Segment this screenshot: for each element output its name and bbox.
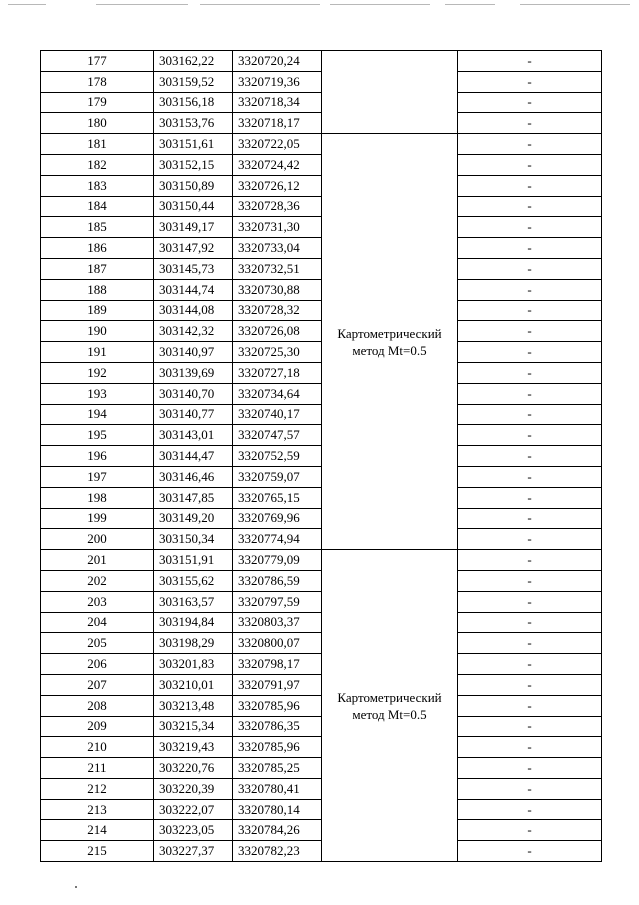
accuracy-dash-cell: -: [458, 841, 602, 862]
x-coordinate-cell: 303152,15: [154, 154, 233, 175]
method-line-2: метод Mt=0.5: [352, 342, 427, 358]
x-coordinate-cell: 303213,48: [154, 695, 233, 716]
table-row: [41, 238, 602, 259]
y-coordinate-cell: 3320779,09: [233, 550, 322, 571]
y-coordinate-cell: 3320740,17: [233, 404, 322, 425]
x-coordinate-cell: 303163,57: [154, 591, 233, 612]
accuracy-dash-cell: -: [458, 466, 602, 487]
table-row: [41, 570, 602, 591]
y-coordinate-cell: 3320765,15: [233, 487, 322, 508]
table-row: [41, 674, 602, 695]
point-number-cell: 200: [41, 529, 154, 550]
accuracy-dash-cell: -: [458, 529, 602, 550]
point-number-cell: 177: [41, 51, 154, 72]
accuracy-dash-cell: -: [458, 362, 602, 383]
y-coordinate-cell: 3320780,41: [233, 778, 322, 799]
table-row: [41, 778, 602, 799]
y-coordinate-cell: 3320784,26: [233, 820, 322, 841]
method-line-2: метод Mt=0.5: [352, 706, 427, 722]
x-coordinate-cell: 303227,37: [154, 841, 233, 862]
table-row: [41, 196, 602, 217]
point-number-cell: 186: [41, 238, 154, 259]
point-number-cell: 183: [41, 175, 154, 196]
point-number-cell: 211: [41, 758, 154, 779]
x-coordinate-cell: 303147,85: [154, 487, 233, 508]
table-row: [41, 841, 602, 862]
point-number-cell: 207: [41, 674, 154, 695]
x-coordinate-cell: 303149,17: [154, 217, 233, 238]
table-row: [41, 425, 602, 446]
x-coordinate-cell: 303220,39: [154, 778, 233, 799]
x-coordinate-cell: 303220,76: [154, 758, 233, 779]
point-number-cell: 203: [41, 591, 154, 612]
point-number-cell: 213: [41, 799, 154, 820]
y-coordinate-cell: 3320734,64: [233, 383, 322, 404]
y-coordinate-cell: 3320733,04: [233, 238, 322, 259]
x-coordinate-cell: 303153,76: [154, 113, 233, 134]
x-coordinate-cell: 303222,07: [154, 799, 233, 820]
point-number-cell: 194: [41, 404, 154, 425]
x-coordinate-cell: 303144,47: [154, 446, 233, 467]
accuracy-dash-cell: -: [458, 570, 602, 591]
method-cell: [322, 134, 458, 550]
y-coordinate-cell: 3320785,96: [233, 695, 322, 716]
y-coordinate-cell: 3320774,94: [233, 529, 322, 550]
table-row: [41, 758, 602, 779]
x-coordinate-cell: 303210,01: [154, 674, 233, 695]
accuracy-dash-cell: -: [458, 238, 602, 259]
y-coordinate-cell: 3320727,18: [233, 362, 322, 383]
y-coordinate-cell: 3320800,07: [233, 633, 322, 654]
accuracy-dash-cell: -: [458, 92, 602, 113]
table-row: [41, 508, 602, 529]
table-row: [41, 737, 602, 758]
accuracy-dash-cell: -: [458, 51, 602, 72]
table-row: [41, 217, 602, 238]
table-row: [41, 466, 602, 487]
table-row: [41, 51, 602, 72]
x-coordinate-cell: 303215,34: [154, 716, 233, 737]
point-number-cell: 184: [41, 196, 154, 217]
y-coordinate-cell: 3320803,37: [233, 612, 322, 633]
accuracy-dash-cell: -: [458, 758, 602, 779]
accuracy-dash-cell: -: [458, 279, 602, 300]
accuracy-dash-cell: -: [458, 654, 602, 675]
x-coordinate-cell: 303139,69: [154, 362, 233, 383]
x-coordinate-cell: 303147,92: [154, 238, 233, 259]
point-number-cell: 189: [41, 300, 154, 321]
table-body: [41, 51, 602, 862]
accuracy-dash-cell: -: [458, 383, 602, 404]
y-coordinate-cell: 3320718,34: [233, 92, 322, 113]
x-coordinate-cell: 303223,05: [154, 820, 233, 841]
table-row: [41, 258, 602, 279]
y-coordinate-cell: 3320791,97: [233, 674, 322, 695]
accuracy-dash-cell: -: [458, 487, 602, 508]
point-number-cell: 197: [41, 466, 154, 487]
x-coordinate-cell: 303151,61: [154, 134, 233, 155]
table-row: [41, 633, 602, 654]
method-cell: [322, 550, 458, 862]
table-row: [41, 487, 602, 508]
point-number-cell: 179: [41, 92, 154, 113]
y-coordinate-cell: 3320797,59: [233, 591, 322, 612]
x-coordinate-cell: 303159,52: [154, 71, 233, 92]
point-number-cell: 204: [41, 612, 154, 633]
accuracy-dash-cell: -: [458, 196, 602, 217]
x-coordinate-cell: 303162,22: [154, 51, 233, 72]
accuracy-dash-cell: -: [458, 737, 602, 758]
x-coordinate-cell: 303198,29: [154, 633, 233, 654]
point-number-cell: 209: [41, 716, 154, 737]
point-number-cell: 198: [41, 487, 154, 508]
point-number-cell: 206: [41, 654, 154, 675]
accuracy-dash-cell: -: [458, 716, 602, 737]
table-row: [41, 404, 602, 425]
x-coordinate-cell: 303142,32: [154, 321, 233, 342]
accuracy-dash-cell: -: [458, 321, 602, 342]
accuracy-dash-cell: -: [458, 674, 602, 695]
y-coordinate-cell: 3320785,96: [233, 737, 322, 758]
method-line-1: Картометрический: [337, 325, 442, 341]
accuracy-dash-cell: -: [458, 300, 602, 321]
table-row: [41, 654, 602, 675]
accuracy-dash-cell: -: [458, 342, 602, 363]
accuracy-dash-cell: -: [458, 134, 602, 155]
accuracy-dash-cell: -: [458, 633, 602, 654]
y-coordinate-cell: 3320720,24: [233, 51, 322, 72]
x-coordinate-cell: 303144,74: [154, 279, 233, 300]
y-coordinate-cell: 3320726,08: [233, 321, 322, 342]
point-number-cell: 180: [41, 113, 154, 134]
point-number-cell: 210: [41, 737, 154, 758]
y-coordinate-cell: 3320752,59: [233, 446, 322, 467]
table-row: [41, 362, 602, 383]
accuracy-dash-cell: -: [458, 799, 602, 820]
y-coordinate-cell: 3320798,17: [233, 654, 322, 675]
y-coordinate-cell: 3320718,17: [233, 113, 322, 134]
point-number-cell: 202: [41, 570, 154, 591]
table-row: [41, 383, 602, 404]
y-coordinate-cell: 3320730,88: [233, 279, 322, 300]
point-number-cell: 192: [41, 362, 154, 383]
accuracy-dash-cell: -: [458, 425, 602, 446]
y-coordinate-cell: 3320725,30: [233, 342, 322, 363]
point-number-cell: 215: [41, 841, 154, 862]
x-coordinate-cell: 303201,83: [154, 654, 233, 675]
y-coordinate-cell: 3320759,07: [233, 466, 322, 487]
x-coordinate-cell: 303140,70: [154, 383, 233, 404]
scan-speck: [75, 886, 77, 888]
x-coordinate-cell: 303150,34: [154, 529, 233, 550]
table-row: [41, 446, 602, 467]
x-coordinate-cell: 303144,08: [154, 300, 233, 321]
table-row: [41, 550, 602, 571]
accuracy-dash-cell: -: [458, 550, 602, 571]
x-coordinate-cell: 303156,18: [154, 92, 233, 113]
y-coordinate-cell: 3320719,36: [233, 71, 322, 92]
accuracy-dash-cell: -: [458, 71, 602, 92]
y-coordinate-cell: 3320732,51: [233, 258, 322, 279]
y-coordinate-cell: 3320728,32: [233, 300, 322, 321]
y-coordinate-cell: 3320747,57: [233, 425, 322, 446]
y-coordinate-cell: 3320786,35: [233, 716, 322, 737]
x-coordinate-cell: 303143,01: [154, 425, 233, 446]
y-coordinate-cell: 3320728,36: [233, 196, 322, 217]
table-row: [41, 300, 602, 321]
point-number-cell: 178: [41, 71, 154, 92]
accuracy-dash-cell: -: [458, 404, 602, 425]
point-number-cell: 187: [41, 258, 154, 279]
table-row: [41, 695, 602, 716]
x-coordinate-cell: 303155,62: [154, 570, 233, 591]
point-number-cell: 199: [41, 508, 154, 529]
y-coordinate-cell: 3320786,59: [233, 570, 322, 591]
point-number-cell: 185: [41, 217, 154, 238]
table-row: [41, 92, 602, 113]
x-coordinate-cell: 303151,91: [154, 550, 233, 571]
table-row: [41, 799, 602, 820]
point-number-cell: 191: [41, 342, 154, 363]
x-coordinate-cell: 303140,97: [154, 342, 233, 363]
y-coordinate-cell: 3320769,96: [233, 508, 322, 529]
y-coordinate-cell: 3320731,30: [233, 217, 322, 238]
x-coordinate-cell: 303140,77: [154, 404, 233, 425]
accuracy-dash-cell: -: [458, 446, 602, 467]
point-number-cell: 212: [41, 778, 154, 799]
method-line-1: Картометрический: [337, 689, 442, 705]
point-number-cell: 193: [41, 383, 154, 404]
table-row: [41, 529, 602, 550]
y-coordinate-cell: 3320782,23: [233, 841, 322, 862]
table-row: [41, 612, 602, 633]
accuracy-dash-cell: -: [458, 695, 602, 716]
method-cell: [322, 51, 458, 134]
x-coordinate-cell: 303150,89: [154, 175, 233, 196]
x-coordinate-cell: 303145,73: [154, 258, 233, 279]
point-number-cell: 208: [41, 695, 154, 716]
coordinates-table: [40, 50, 602, 862]
accuracy-dash-cell: -: [458, 591, 602, 612]
table-row: [41, 321, 602, 342]
accuracy-dash-cell: -: [458, 113, 602, 134]
point-number-cell: 188: [41, 279, 154, 300]
table-row: [41, 716, 602, 737]
y-coordinate-cell: 3320724,42: [233, 154, 322, 175]
y-coordinate-cell: 3320722,05: [233, 134, 322, 155]
point-number-cell: 214: [41, 820, 154, 841]
scan-header-marks: [0, 4, 639, 8]
table-row: [41, 342, 602, 363]
accuracy-dash-cell: -: [458, 217, 602, 238]
table-row: [41, 113, 602, 134]
accuracy-dash-cell: -: [458, 778, 602, 799]
point-number-cell: 195: [41, 425, 154, 446]
table-row: [41, 279, 602, 300]
x-coordinate-cell: 303146,46: [154, 466, 233, 487]
table-row: [41, 591, 602, 612]
x-coordinate-cell: 303149,20: [154, 508, 233, 529]
point-number-cell: 201: [41, 550, 154, 571]
x-coordinate-cell: 303194,84: [154, 612, 233, 633]
accuracy-dash-cell: -: [458, 612, 602, 633]
x-coordinate-cell: 303219,43: [154, 737, 233, 758]
point-number-cell: 182: [41, 154, 154, 175]
y-coordinate-cell: 3320785,25: [233, 758, 322, 779]
table-row: [41, 71, 602, 92]
point-number-cell: 205: [41, 633, 154, 654]
x-coordinate-cell: 303150,44: [154, 196, 233, 217]
table-row: [41, 154, 602, 175]
table-row: [41, 134, 602, 155]
table-row: [41, 175, 602, 196]
point-number-cell: 196: [41, 446, 154, 467]
y-coordinate-cell: 3320780,14: [233, 799, 322, 820]
table-row: [41, 820, 602, 841]
accuracy-dash-cell: -: [458, 508, 602, 529]
accuracy-dash-cell: -: [458, 258, 602, 279]
point-number-cell: 190: [41, 321, 154, 342]
accuracy-dash-cell: -: [458, 175, 602, 196]
accuracy-dash-cell: -: [458, 154, 602, 175]
accuracy-dash-cell: -: [458, 820, 602, 841]
point-number-cell: 181: [41, 134, 154, 155]
y-coordinate-cell: 3320726,12: [233, 175, 322, 196]
